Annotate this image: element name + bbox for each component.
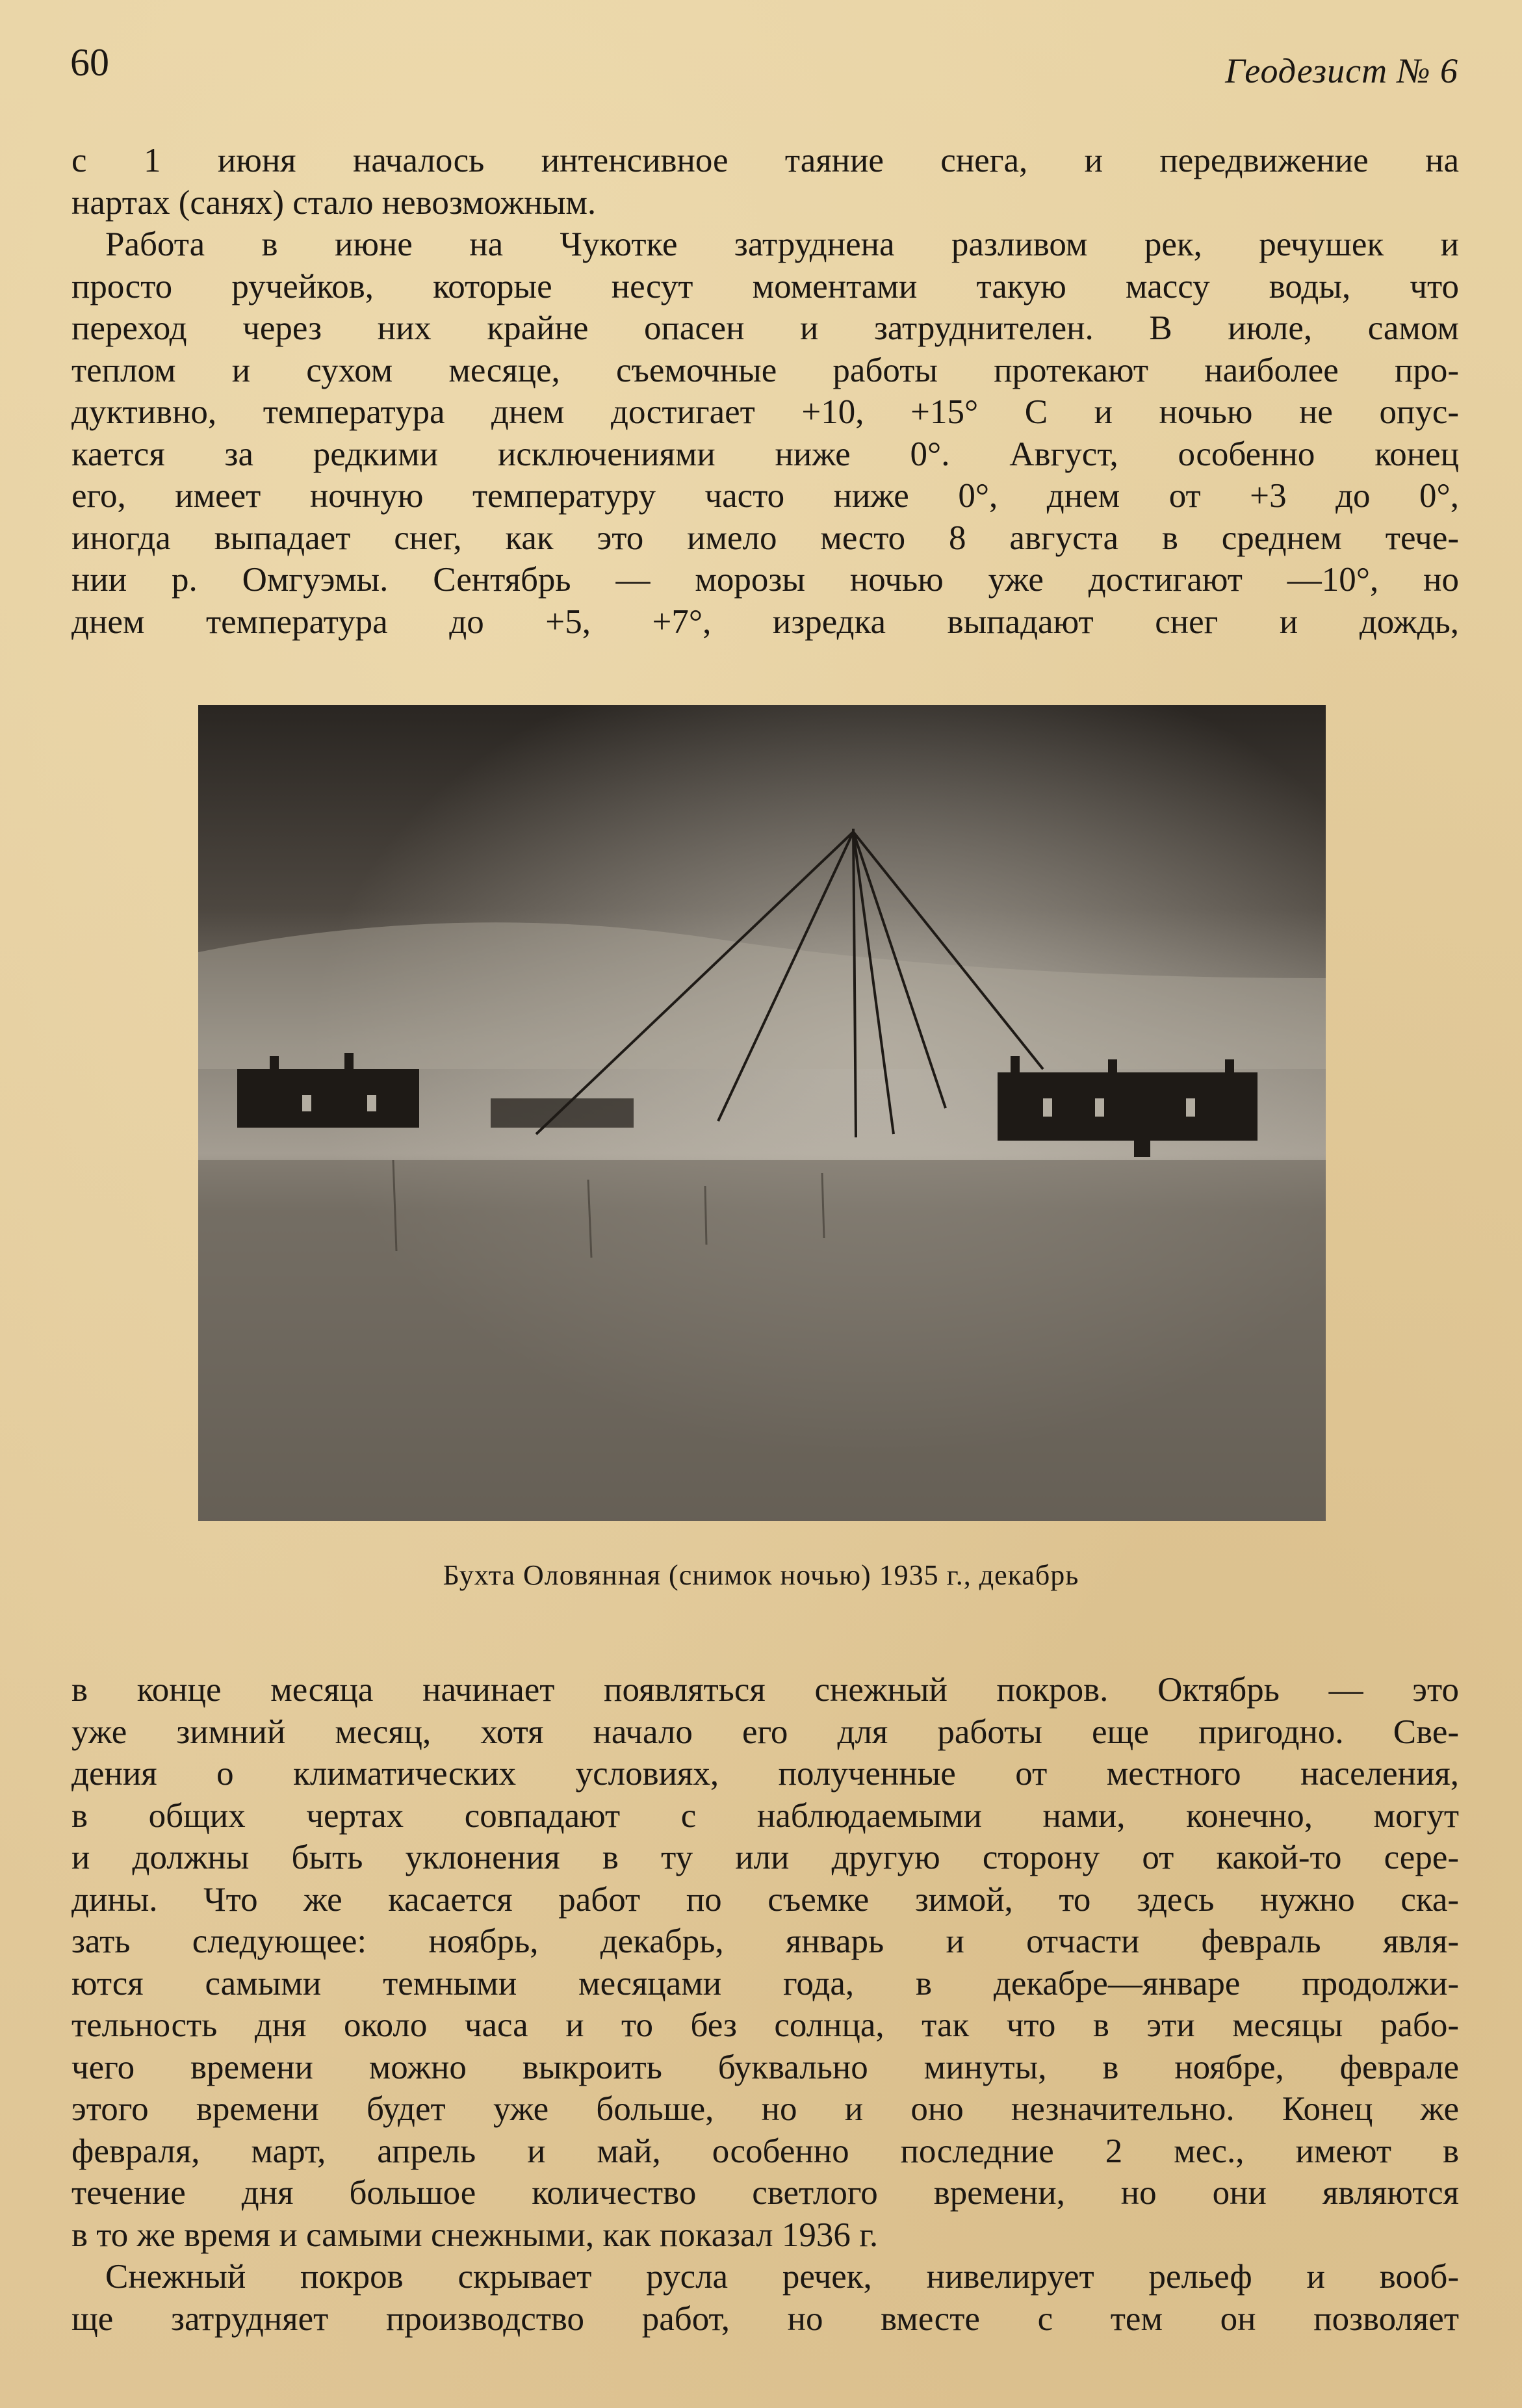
photograph-bay-at-night: [198, 705, 1326, 1521]
text-line: ще затрудняет производство работ, но вместе с тем он позволяет: [71, 2299, 1459, 2338]
text-line: и должны быть уклонения в ту или другую сторону от какой-то сере-: [71, 1839, 1459, 1876]
page-number: 60: [70, 41, 109, 84]
text-line: в общих чертах совпадают с наблюдаемыми нами, конечно, могут: [71, 1796, 1459, 1835]
text-line: днем температура до +5, +7°, изредка выпадают снег и дождь,: [71, 602, 1459, 641]
text-line: просто ручейков, которые несут моментами такую массу воды, что: [71, 267, 1459, 305]
text-line: в конце месяца начинает появляться снежный покров. Октябрь — это: [71, 1671, 1459, 1709]
text-line: с 1 июня началось интенсивное таяние снега, и передвижение на: [71, 142, 1459, 179]
top-paragraphs: [71, 140, 1459, 643]
text-line: переход через них крайне опасен и затруднителен. В июле, самом: [71, 309, 1459, 347]
figure-caption: Бухта Оловянная (снимок ночью) 1935 г., декабрь: [443, 1559, 1079, 1591]
text-line: его, имеет ночную температуру часто ниже 0°, днем от +3 до 0°,: [71, 477, 1459, 515]
text-line: в то же время и самыми снежными, как показал 1936 г.: [71, 2216, 879, 2254]
text-line: течение дня большое количество светлого времени, но они являются: [71, 2174, 1459, 2212]
text-line: дины. Что же касается работ по съемке зимой, то здесь нужно ска-: [71, 1880, 1459, 1919]
text-line: ются самыми темными месяцами года, в декабре—январе продолжи-: [71, 1964, 1459, 2002]
text-line: кается за редкими исключениями ниже 0°. Август, особенно конец: [71, 435, 1459, 473]
text-line: нартах (санях) стало невозможным.: [71, 183, 597, 222]
text-line: иногда выпадает снег, как это имело место 8 августа в среднем тече-: [71, 519, 1459, 557]
text-line: зать следующее: ноябрь, декабрь, январь и отчасти февраль явля-: [71, 1923, 1459, 1960]
text-line: Снежный покров скрывает русла речек, нивелирует рельеф и вооб-: [105, 2258, 1459, 2296]
bottom-paragraphs: [71, 1669, 1459, 2340]
text-line: февраля, март, апрель и май, особенно последние 2 мес., имеют в: [71, 2132, 1459, 2170]
text-line: чего времени можно выкроить буквально минуты, в ноябре, феврале: [71, 2048, 1459, 2086]
text-line: Работа в июне на Чукотке затруднена разливом рек, речушек и: [105, 226, 1459, 263]
text-line: теплом и сухом месяце, съемочные работы протекают наиболее про-: [71, 351, 1459, 389]
text-line: уже зимний месяц, хотя начало его для работы еще пригодно. Све-: [71, 1713, 1459, 1751]
running-head: Геодезист № 6: [1225, 51, 1458, 90]
text-line: дения о климатических условиях, полученные от местного населения,: [71, 1755, 1459, 1793]
text-line: тельность дня около часа и то без солнца, так что в эти месяцы рабо-: [71, 2006, 1459, 2044]
text-line: этого времени будет уже больше, но и оно незначительно. Конец же: [71, 2090, 1459, 2128]
text-line: нии р. Омгуэмы. Сентябрь — морозы ночью уже достигают —10°, но: [71, 561, 1459, 599]
text-line: дуктивно, температура днем достигает +10, +15° С и ночью не опус-: [71, 393, 1459, 431]
